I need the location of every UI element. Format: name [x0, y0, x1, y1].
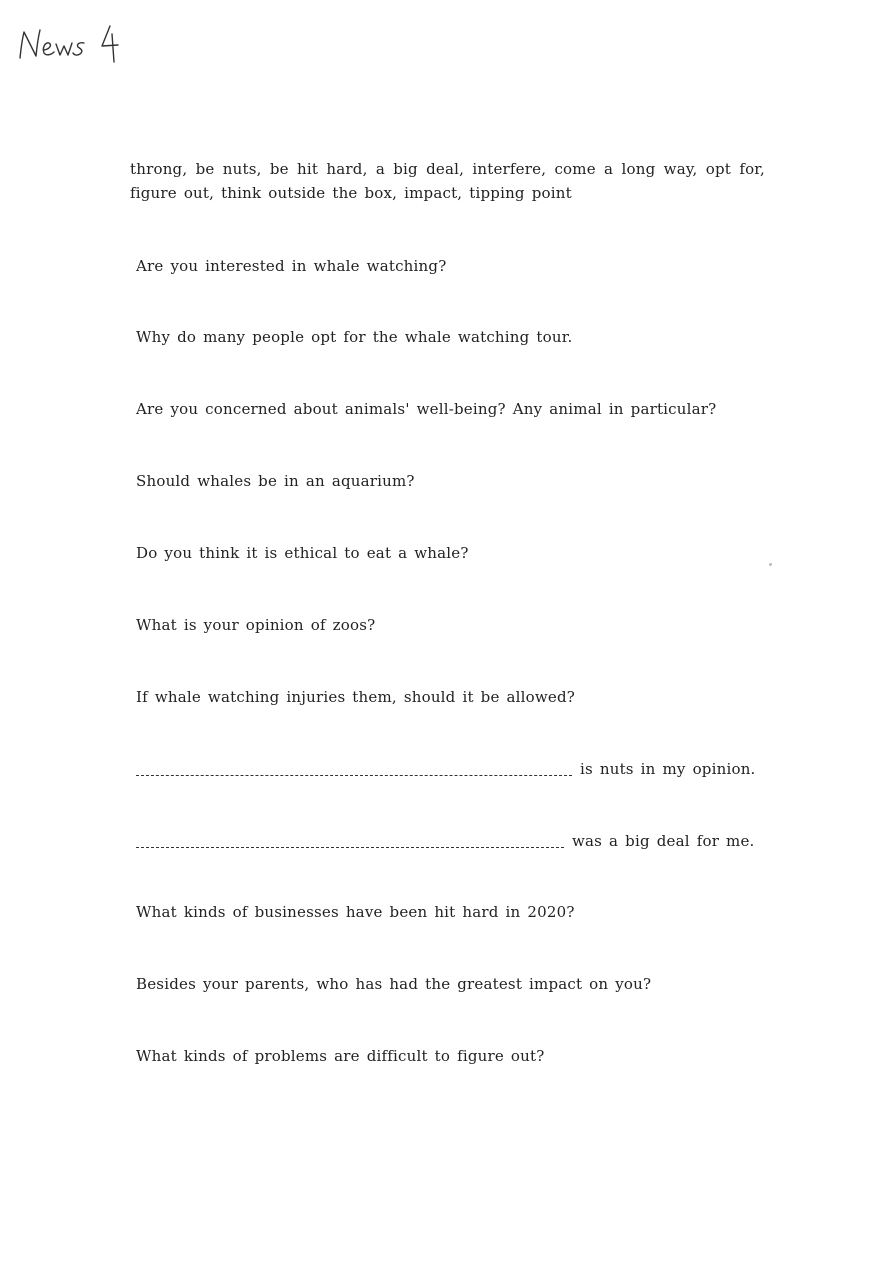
question-9: Besides your parents, who has had the greatest impact on you?: [136, 975, 652, 993]
vocabulary-list: throng, be nuts, be hit hard, a big deal, interfere, come a long way, opt for, figure out, think outside the box, impact, tipping point: [130, 160, 765, 202]
fill-in-sentence-1: [136, 759, 756, 779]
question-8: What kinds of businesses have been hit hard in 2020?: [136, 903, 575, 921]
question-4: Should whales be in an aquarium?: [136, 472, 415, 490]
scan-speck: [769, 563, 772, 566]
handwritten-news-label: [14, 18, 134, 68]
fill-in-sentence-2: [136, 831, 755, 851]
answer-blank-1: [136, 763, 572, 776]
question-3: Are you concerned about animals' well-being? Any animal in particular?: [136, 400, 717, 418]
question-10: What kinds of problems are difficult to figure out?: [136, 1047, 545, 1065]
fill-in-tail-2: was a big deal for me.: [572, 832, 755, 850]
question-5: Do you think it is ethical to eat a whale?: [136, 544, 469, 562]
answer-blank-2: [136, 835, 564, 848]
question-1: Are you interested in whale watching?: [136, 257, 447, 275]
question-6: What is your opinion of zoos?: [136, 616, 376, 634]
handwritten-news-4-drawing: [14, 18, 134, 68]
fill-in-tail-1: is nuts in my opinion.: [580, 760, 756, 778]
question-7: If whale watching injuries them, should it be allowed?: [136, 688, 576, 706]
question-2: Why do many people opt for the whale watching tour.: [136, 328, 573, 346]
